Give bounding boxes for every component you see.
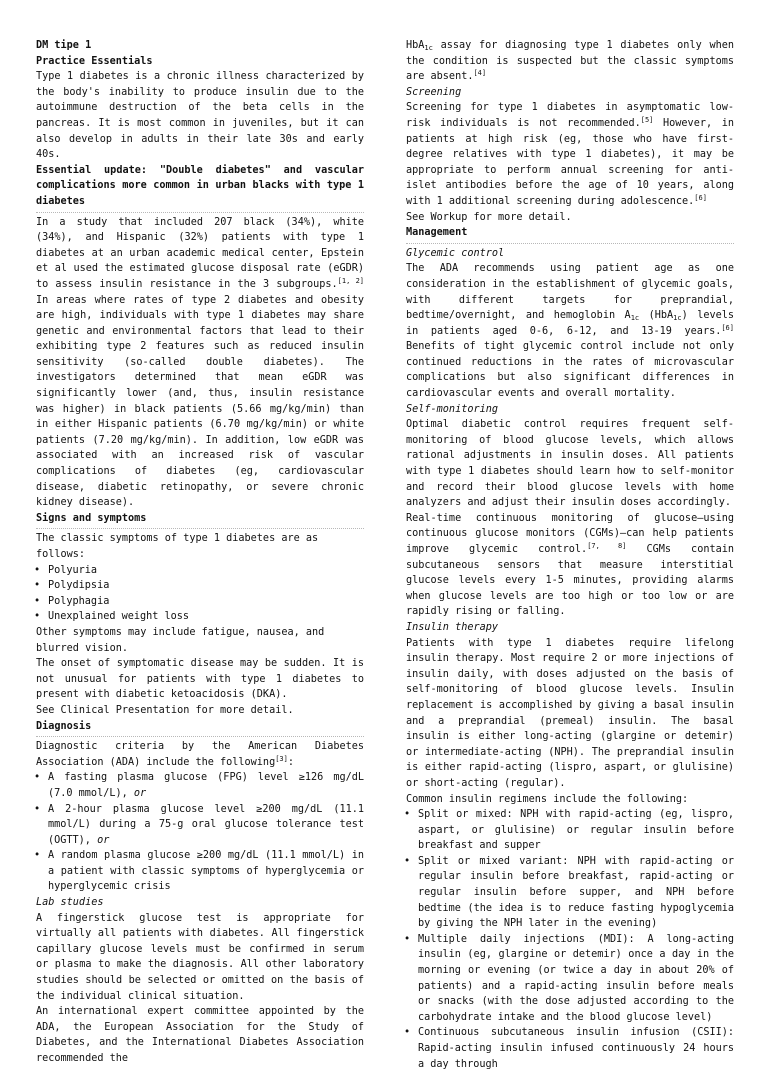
list-item: • Multiple daily injections (MDI): A long-acting insulin (eg, glargine or detemir) once a day in the morning or evening (or twice a day in about 20% of patients) and a rapid-acting insulin before meals or snacks (with the dose adjusted according to the carbohydrate intake and the blood glucose level) [404, 933, 734, 1023]
reference-5[interactable]: [5] [640, 115, 654, 124]
hba1c-paragraph: HbA$_{1c}$ assay for diagnosing type 1 diabetes only when the condition is suspected but the classic symptoms are absent.[4] [406, 40, 734, 83]
regimens-intro: Common insulin regimens include the following: [406, 793, 689, 805]
reference-4[interactable]: [4] [473, 69, 487, 78]
screening-subheading: Screening [406, 86, 462, 98]
reference-7-8[interactable]: [7, 8] [587, 542, 627, 550]
glycemic-control-subheading: Glycemic control [406, 247, 505, 259]
list-item: • Polyphagia [34, 595, 110, 607]
list-item: • A fasting plasma glucose (FPG) level ≥126 mg/dL (7.0 mmol/L), or [34, 772, 364, 799]
fingerstick-paragraph: A fingerstick glucose test is appropriate for virtually all patients with diabetes. All fingerstick capillary glucose levels must be confirmed in serum or plasma to make the diagnosis. All other laboratory studies should be selected or omitted on the basis of the individual clinical situation. [36, 912, 364, 1002]
reference-1-2[interactable]: [1, 2] [337, 276, 364, 285]
intro-paragraph: Type 1 diabetes is a chronic illness characterized by the body's inability to produce insulin due to the autoimmune destruction of the beta cells in the pancreas. It is most common in juveniles, but it can also develop in adults in their late 30s and early 40s. [36, 71, 364, 161]
list-item: • Polyuria [34, 564, 98, 576]
reference-6b[interactable]: [6] [721, 323, 734, 332]
study-paragraph: In a study that included 207 black (34%), white (34%), and Hispanic (32%) patients with type 1 diabetes at an urban academic medical center, Epstein et al used the estimated glucose disposal rate (eGDR) to assess insulin resistance in the 3 subgroups.[1, 2] In areas where rates of type 2 diabetes and obesity are high, individuals with type 1 diabetes may share genetic and environmental factors that lead to their exhibiting type 2 features such as reduced insulin sensitivity (so-called double diabetes). The investigators determined that mean eGDR was significantly lower (and, thus, insulin resistance was higher) in black patients (5.66 mg/kg/min) than in either Hispanic patients (6.70 mg/kg/min) or white patients (7.20 mg/kg/min). In addition, low eGDR was associated with an increased risk of vascular complications of diabetes (eg, cardiovascular disease, diabetic retinopathy, or severe chronic kidney disease). [36, 216, 364, 509]
regimens-list [406, 807, 734, 1072]
essential-update-heading: Essential update: "Double diabetes" and vascular complications more common in urban blacks with type 1 diabetes [36, 163, 364, 213]
list-item: • Continuous subcutaneous insulin infusion (CSII): Rapid-acting insulin infused continuously 24 hours a day through [404, 1027, 734, 1070]
criteria-intro: Diagnostic criteria by the American Diabetes Association (ADA) include the following[3]: [36, 741, 364, 768]
signs-symptoms-heading: Signs and symptoms [36, 511, 364, 530]
lab-studies-subheading: Lab studies [36, 897, 104, 909]
section-heading-practice-essentials: Practice Essentials [36, 55, 153, 67]
diagnosis-heading: Diagnosis [36, 719, 364, 738]
list-item: • A 2-hour plasma glucose level ≥200 mg/dL (11.1 mmol/L) during a 75-g oral glucose tolerance test (OGTT), or [34, 803, 364, 846]
insulin-paragraph: Patients with type 1 diabetes require lifelong insulin therapy. Most require 2 or more injections of insulin daily, with doses adjusted on the basis of self-monitoring of blood glucose levels. Insulin replacement is accomplished by giving a basal insulin and a preprandial (premeal) insulin. The basal insulin is either long-acting (glargine or detemir) or intermediate-acting (NPH). The preprandial insulin is either rapid-acting (lispro, aspart, or glulisine) or short-acting (regular). [406, 637, 734, 789]
optimal-paragraph: Optimal diabetic control requires frequent self-monitoring of blood glucose levels, which allows rational adjustments in insulin doses. All patients with type 1 diabetes should learn how to self-monitor and record their blood glucose levels with home analyzers and adjust their insulin doses accordingly. [406, 419, 734, 509]
document-title: DM tipe 1 [36, 40, 92, 51]
reference-3[interactable]: [3] [275, 754, 288, 763]
management-heading: Management [406, 225, 734, 244]
see-clinical-link[interactable]: See Clinical Presentation for more detail. [36, 704, 294, 716]
right-column [406, 38, 734, 1072]
other-symptoms: Other symptoms may include fatigue, nausea, and blurred vision. [36, 626, 325, 654]
reference-6[interactable]: [6] [694, 193, 707, 202]
insulin-therapy-subheading: Insulin therapy [406, 621, 499, 633]
list-item: • Polydipsia [34, 580, 110, 592]
list-item: • Split or mixed variant: NPH with rapid-acting or regular insulin before breakfast, rapid-acting or regular insulin before supper, and NPH before bedtime (the idea is to reduce fasting hypoglycemia by giving the NPH later in the evening) [404, 855, 734, 930]
signs-intro: The classic symptoms of type 1 diabetes are as follows: [36, 533, 319, 560]
self-monitoring-subheading: Self-monitoring [406, 403, 499, 415]
list-item: • A random plasma glucose ≥200 mg/dL (11.1 mmol/L) in a patient with classic symptoms of hyperglycemia or hyperglycemic crisis [34, 850, 364, 893]
see-workup-link[interactable]: See Workup for more detail. [406, 211, 572, 223]
list-item: • Split or mixed: NPH with rapid-acting (eg, lispro, aspart, or glulisine) or regular insulin before breakfast and supper [404, 809, 734, 852]
onset-paragraph: The onset of symptomatic disease may be sudden. It is not unusual for patients with type 1 diabetes to present with diabetic ketoacidosis (DKA). [36, 658, 364, 701]
criteria-list [36, 770, 364, 895]
left-column [36, 38, 364, 1067]
cgm-paragraph: Real-time continuous monitoring of glucose—using continuous glucose monitors (CGMs)—can help patients improve glycemic control.[7, 8] CGMs contain subcutaneous sensors that measure interstitial glucose levels every 1-5 minutes, providing alarms when glucose levels are too high or too low or are rapidly rising or falling. [406, 512, 734, 618]
symptom-list [36, 563, 364, 625]
screening-paragraph: Screening for type 1 diabetes in asymptomatic low-risk individuals is not recommended.[5] However, in patients at high risk (eg, those who have first-degree relatives with type 1 diabetes), it may be appropriate to perform annual screening for anti-islet antibodies before the age of 10 years, along with 1 additional screening during adolescence.[6] [406, 102, 734, 207]
list-item: • Unexplained weight loss [34, 611, 190, 623]
expert-paragraph: An international expert committee appointed by the ADA, the European Association for the Study of Diabetes, and the International Diabetes Association recommended the [36, 1006, 364, 1064]
ada-paragraph: The ADA recommends using patient age as one consideration in the establishment of glycemic goals, with different targets for preprandial, bedtime/overnight, and hemoglobin $A_{1c}$ (HbA$_{1c}$) levels in patients aged 0-6, 6-12, and 13-19 years.[6] Benefits of tight glycemic control include not only continued reductions in the rates of microvascular complications but also significant differences in cardiovascular events and overall mortality. [406, 263, 735, 400]
